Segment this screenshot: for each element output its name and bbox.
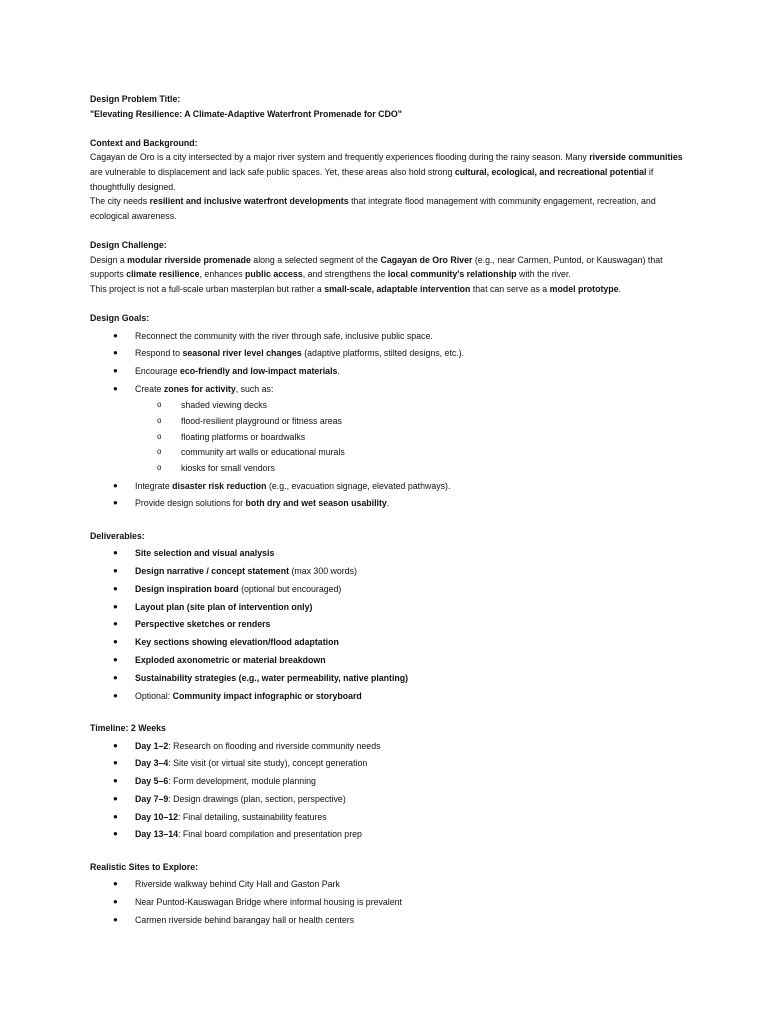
timeline-list	[90, 739, 690, 843]
bullet-icon: ●	[113, 897, 118, 907]
bullet-icon: ●	[113, 366, 118, 376]
bullet-icon: ●	[113, 655, 118, 665]
list-item: ● Layout plan (site plan of intervention only)	[90, 600, 690, 615]
circle-bullet-icon: o	[157, 447, 162, 457]
challenge-paragraph-2: This project is not a full-scale urban masterplan but rather a small-scale, adaptable intervention that can serve as a model prototype.	[90, 283, 621, 294]
list-item: ● Site selection and visual analysis	[90, 546, 690, 561]
bullet-icon: ●	[113, 672, 118, 682]
circle-bullet-icon: o	[157, 400, 162, 410]
circle-bullet-icon: o	[157, 462, 162, 472]
list-item: ● Perspective sketches or renders	[90, 617, 690, 632]
list-item: ● Near Puntod-Kauswagan Bridge where informal housing is prevalent	[90, 895, 690, 910]
list-item: ● Day 13–14: Final board compilation and presentation prep	[90, 827, 690, 842]
list-item: ● Sustainability strategies (e.g., water permeability, native planting)	[90, 671, 690, 686]
sub-list-item: o shaded viewing decks	[90, 398, 690, 413]
bullet-icon: ●	[113, 566, 118, 576]
bullet-icon: ●	[113, 690, 118, 700]
bullet-icon: ●	[113, 776, 118, 786]
bullet-icon: ●	[113, 915, 118, 924]
list-item: ● Design inspiration board (optional but encouraged)	[90, 582, 690, 597]
bullet-icon: ●	[113, 383, 118, 393]
list-item: ● Day 1–2: Research on flooding and riverside community needs	[90, 739, 690, 754]
list-item: ● Create zones for activity, such as: o shaded viewing decks o flood-resilient playground or fitness areas o floating platforms or boardwalks o community art walls or educational murals o kiosks for small vendors	[90, 382, 690, 476]
list-item: ● Reconnect the community with the river through safe, inclusive public space.	[90, 329, 690, 344]
list-item: ● Exploded axonometric or material breakdown	[90, 653, 690, 668]
bullet-icon: ●	[113, 811, 118, 821]
list-item: ● Encourage eco-friendly and low-impact materials.	[90, 364, 690, 379]
list-item: ● Integrate disaster risk reduction (e.g., evacuation signage, elevated pathways).	[90, 479, 690, 494]
bullet-icon: ●	[113, 330, 118, 340]
zones-sublist	[135, 398, 690, 475]
sub-list-item: o floating platforms or boardwalks	[90, 430, 690, 445]
bullet-icon: ●	[113, 548, 118, 558]
sites-heading: Realistic Sites to Explore:	[90, 861, 199, 872]
deliverables-list	[90, 546, 690, 703]
bullet-icon: ●	[113, 879, 118, 889]
challenge-heading: Design Challenge:	[90, 239, 167, 250]
list-item: ● Riverside walkway behind City Hall and Gaston Park	[90, 877, 690, 892]
sites-list	[90, 877, 690, 927]
document-body	[90, 92, 690, 931]
sub-list-item: o flood-resilient playground or fitness areas	[90, 414, 690, 429]
deliverables-heading: Deliverables:	[90, 530, 145, 541]
list-item: ● Day 3–4: Site visit (or virtual site study), concept generation	[90, 756, 690, 771]
goals-list	[90, 329, 690, 511]
list-item: ● Optional: Community impact infographic or storyboard	[90, 689, 690, 704]
list-item: ● Key sections showing elevation/flood adaptation	[90, 635, 690, 650]
bullet-icon: ●	[113, 619, 118, 629]
list-item: ● Day 10–12: Final detailing, sustainability features	[90, 810, 690, 825]
list-item: ● Provide design solutions for both dry and wet season usability.	[90, 496, 690, 511]
list-item: ● Carmen riverside behind barangay hall or health centers	[90, 913, 690, 928]
bullet-icon: ●	[113, 480, 118, 490]
timeline-heading: Timeline: 2 Weeks	[90, 722, 166, 733]
design-problem-title: "Elevating Resilience: A Climate-Adaptive Waterfront Promenade for CDO"	[90, 108, 402, 119]
bullet-icon: ●	[113, 740, 118, 750]
circle-bullet-icon: o	[157, 431, 162, 441]
bullet-icon: ●	[113, 637, 118, 647]
challenge-paragraph-1: Design a modular riverside promenade along a selected segment of the Cagayan de Oro River (e.g., near Carmen, Puntod, or Kauswagan) that supports climate resilience, enhances public access, and strengthens the local community's relationship with the river.	[90, 254, 663, 280]
sub-list-item: o kiosks for small vendors	[90, 461, 690, 476]
list-item: ● Design narrative / concept statement (max 300 words)	[90, 564, 690, 579]
circle-bullet-icon: o	[157, 416, 162, 426]
bullet-icon: ●	[113, 758, 118, 768]
bullet-icon: ●	[113, 583, 118, 593]
list-item: ● Day 5–6: Form development, module planning	[90, 774, 690, 789]
context-paragraph-2: The city needs resilient and inclusive waterfront developments that integrate flood management with community engagement, recreation, and ecological awareness.	[90, 196, 656, 221]
goals-heading: Design Goals:	[90, 312, 150, 323]
bullet-icon: ●	[113, 601, 118, 611]
bullet-icon: ●	[113, 498, 118, 508]
design-problem-title-label: Design Problem Title:	[90, 94, 181, 104]
bullet-icon: ●	[113, 793, 118, 803]
list-item: ● Day 7–9: Design drawings (plan, section, perspective)	[90, 792, 690, 807]
bullet-icon: ●	[113, 829, 118, 839]
sub-list-item: o community art walls or educational murals	[90, 445, 690, 460]
list-item: ● Respond to seasonal river level changes (adaptive platforms, stilted designs, etc.).	[90, 346, 690, 361]
context-paragraph-1: Cagayan de Oro is a city intersected by a major river system and frequently experiences flooding during the rainy season. Many riverside communities are vulnerable to displacement and lack safe public spaces. Yet, these areas also hold strong cultural, ecological, and recreational potential if thoughtfully designed.	[90, 152, 683, 192]
context-heading: Context and Background:	[90, 137, 198, 148]
bullet-icon: ●	[113, 348, 118, 358]
